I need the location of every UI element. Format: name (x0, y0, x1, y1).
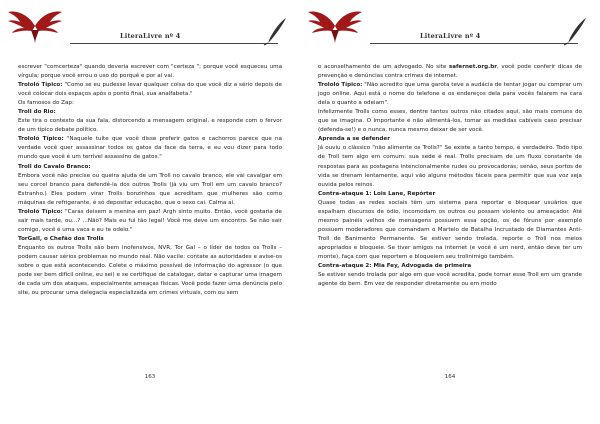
winged-logo-icon (306, 6, 364, 46)
paragraph-text: "Caras deixem a menina em paz! Argh sinto muito. Então, você gostaria de sair mais tarde, ou...? ...Não? Mais eu fui tão legal! Você me deve um encontro. Se não sair comigo, você é uma vaca e eu te odeio." (18, 208, 282, 233)
paragraph-text: "Não acredito que uma garota teve a audácia de tentar jogar ou comprar um jogo online. Aqui está o nome do telefone e os endereços dela para vocês falarem na cara dela o quanto a odeiam". (318, 82, 582, 107)
left-page-header (0, 4, 300, 48)
paragraph (18, 135, 282, 162)
typical-label: Trololó Típico: (18, 208, 63, 215)
section-heading (318, 190, 582, 199)
page-number: 163 (144, 374, 156, 380)
header-rule (70, 43, 278, 44)
typical-label: Trololó Típico: (318, 82, 363, 89)
section-heading (318, 135, 582, 144)
paragraph: Os famosos do Zap: (18, 100, 74, 107)
quill-pen-icon (562, 16, 590, 46)
paragraph (318, 63, 582, 81)
paragraph (18, 208, 282, 235)
heading-text: Contra-ataque 2: Mia Fey, Advogada de primeira (318, 263, 472, 270)
quill-pen-icon (262, 16, 290, 46)
right-page-body (318, 63, 582, 289)
header-rule (370, 43, 578, 44)
paragraph (18, 81, 282, 99)
heading-text: Contra-ataque 1: Lois Lane, Repórter (318, 190, 436, 197)
heading-text: Aprenda a se defender (318, 136, 390, 143)
section-heading (18, 163, 282, 172)
paragraph: escrever "comcerteza" quando deveria escrever com "certeza "; porque você esqueceu uma vírgula; porque você errou o uso do porquê e por aí vai. (18, 64, 282, 80)
section-heading (18, 235, 282, 244)
section-heading (318, 262, 582, 271)
section-heading (18, 108, 282, 117)
right-page-header (300, 4, 600, 48)
left-page-body (18, 63, 282, 298)
heading-text: TorGall, o Chefão dos Trolls (18, 235, 104, 242)
heading-text: Troll do Rio: (18, 109, 56, 116)
typical-label: Trololó Típico: (18, 136, 64, 143)
journal-title: LiteraLivre nº 4 (120, 32, 181, 40)
paragraph: Enquanto os outros Trolls são bem inofensivos, NVR, Tor Gal – o líder de todos os Trolls – podem causar sérios problemas no mundo real. Não vacile: contate as autoridades e avise-os sobre o que está acontecendo. Colete o máximo possível de informação do agressor (o que pode ser bem difícil online, eu sei) e se certifique de catalogar, datar e capturar uma imagem de cada um dos ataques, especialmente ameaças físicas. Você pode fazer uma denúncia pelo site, ou procurar uma delegacia especializada em crimes virtuais, com ou sem (18, 244, 282, 297)
paragraph (318, 81, 582, 108)
paragraph-text: "Como se eu pudesse levar qualquer coisa do que você diz a sério depois de você colocar dois espaços após o ponto final, sua analfabeta." (18, 82, 282, 98)
paragraph-text: o aconselhamento de um advogado. No site (318, 64, 449, 70)
paragraph: Este tira o contexto da sua fala, distorcendo a mensagem original, e responde com o fervor de um típico debate político. (18, 118, 282, 134)
journal-title: LiteraLivre nº 4 (420, 32, 481, 40)
winged-logo-icon (6, 6, 64, 46)
paragraph: Já ouviu o clássico "não alimente os Trolls?" Se existe a tanto tempo, é verdadeiro. Todo tipo de Troll tem algo em comum: sua sede é real. Trolls precisam de um fluxo constante de respostas para as postagens intencionalmente rudes ou provocadoras; senão, seus portos de vida se drenam lentamente, aqui vão alguns métodos fáceis para permitir que sua voz seja ouvida pelos reinos. (318, 145, 582, 188)
typical-label: Trololó Típico: (18, 82, 63, 89)
paragraph: Infelizmente Trolls como esses, dentre tantos outros não citados aqui, são mais comuns do que se imagina. O importante é não alimentá-los, tomar as medidas cabíveis caso precisar (defenda-se!) e o nunca, nunca mesmo deixar de ser você. (318, 109, 582, 134)
paragraph-text: "Naquele tuíte que você disse preferir gatos e cachorros parece que na verdade você quer assassinar todos os gatos da face da terra, e eu vou dizer para todo mundo que você é um terrível assassino de gatos." (18, 136, 282, 161)
paragraph: Embora você não precise ou queira ajuda de um Troll no cavalo branco, ele vai cavalgar em seu corcel branco para defendê-la dos outros Trolls (já viu um Troll em um cavalo branco? Estranho.) Eles podem virar Trolls bonzinhos que acreditam que mulheres são como máquinas de refrigerante, é só depositar educação, que o sexo cai. Calma aí. (18, 172, 282, 206)
paragraph: Se estiver sendo trolada por algo em que você acredita, pode tomar esse Troll em um grande agente do bem. Em vez de responder diretamente ou em modo (318, 272, 582, 288)
right-page (300, 0, 600, 424)
page-number: 164 (444, 374, 456, 380)
website-link[interactable]: safernet.org.br (448, 64, 498, 70)
heading-text: Troll do Cavalo Branco: (18, 163, 91, 170)
paragraph-text: , você pode conferir dicas de prevenção e denúncias contra crimes de internet. (318, 64, 582, 80)
paragraph: Quase todas as redes sociais têm um sistema para reportar e bloquear usuários que espalham discursos de ódio, incomodam os outros ou possam violento ou ameaçador. Até mesmo painéis velhos de mensagens possuem essa opção, os de fóruns por exemplo possuem moderadores que comandam o Martelo de Batalha Incrustado de Diamantes Anti-Troll de Banimento Permanente. Se estiver sendo trolada, reporte o Troll nos meios apropriados e bloqueie. Se tiver amigos na internet (e você é um nerd, então deve ter um monte), faça com que reportem e bloqueiem seu trolinimigo também. (318, 199, 582, 260)
